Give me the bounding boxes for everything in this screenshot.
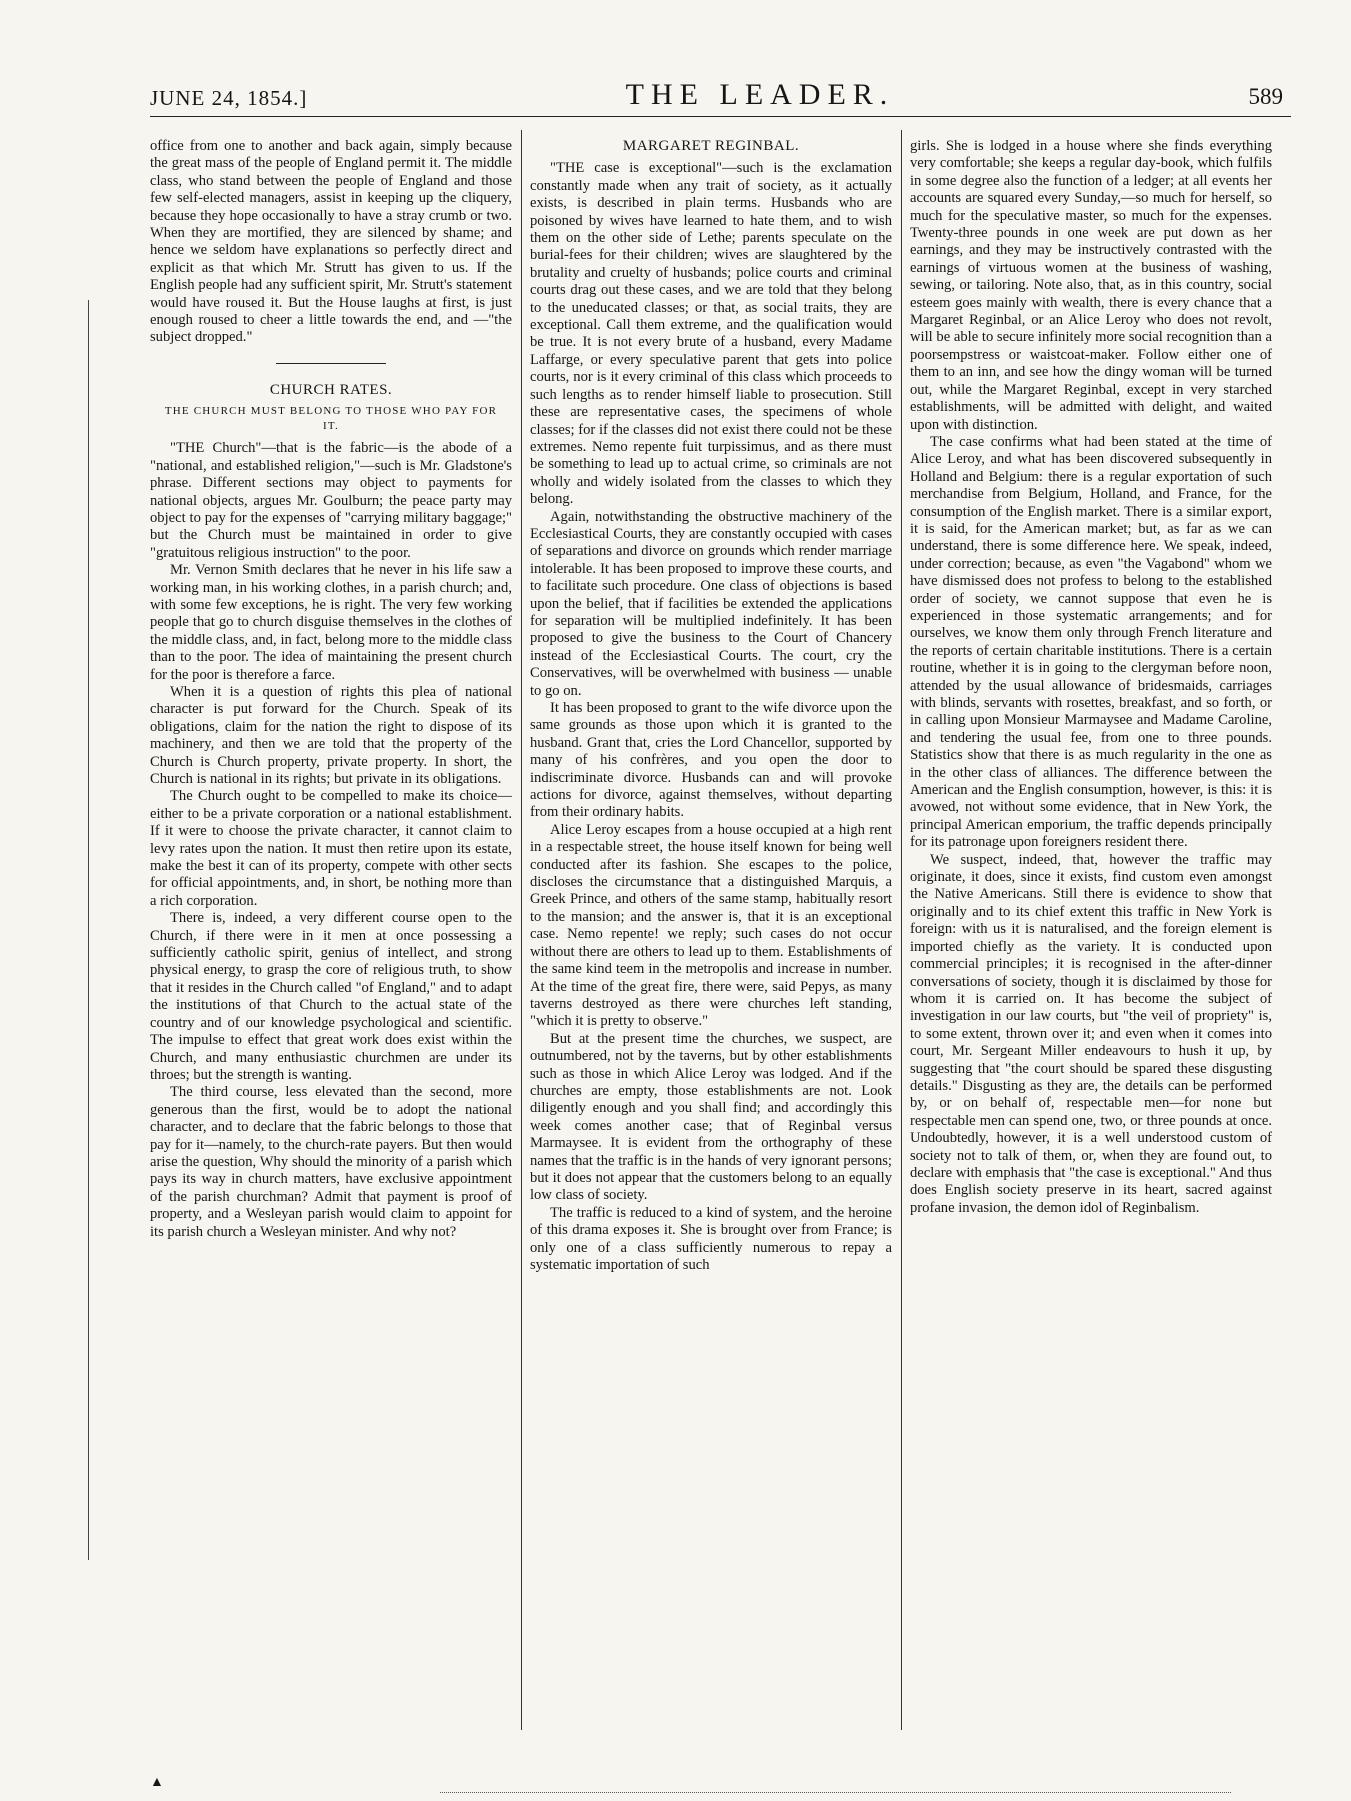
article-heading-church-rates: CHURCH RATES.	[269, 381, 393, 398]
newspaper-title: THE LEADER.	[625, 78, 895, 111]
column-rule	[521, 130, 522, 1730]
paragraph: We suspect, indeed, that, however the traffic may originate, it does, since it exists, find custom even amongst the Native Americans. Still there is evidence to show that originally and to its chief extent this traffic in New York is foreign: with us it is naturalised, and the foreign element is imported chiefly as the variety. It is conducted upon commercial principles; it is recognised in the after-dinner conversations of society, though it is disclaimed by those for whom it is carried on. It has become the subject of investigation in our law courts, but "the veil of propriety" is, to some extent, thrown over it; and even when it comes into court, Mr. Sergeant Miller endeavours to hush it up, by suggesting that "the court should be spared these disgusting details." Disgusting as they are, the details can be performed by, or on behalf of, respectable men—for none but respectable men can spend one, two, or three pounds at once. Undoubtedly, however, it is a well understood custom of society not to talk of them, or, when they are found out, to declare with emphasis that "the case is exceptional." And thus does English society preserve in its heart, sacred against profane invasion, the demon idol of Reginbalism.	[910, 851, 1272, 1216]
paragraph: Mr. Vernon Smith declares that he never in his life saw a working man, in his working clothes, in a parish church; and, with some few exceptions, he is right. The very few working people that go to church disguise themselves in the clothes of the middle class, and, in fact, belong more to the middle class than to the poor. The idea of maintaining the present church for the poor is therefore a farce.	[150, 562, 512, 683]
paragraph: The case confirms what had been stated at the time of Alice Leroy, and what has been discovered subsequently in Holland and Belgium: there is a regular exportation of such merchandise from Belgium, Holland, and France, for the consumption of the English market. There is a similar export, it is said, for the American market; but, as far as we can understand, there is some difference here. We speak, indeed, under correction; because, as even "the Vagabond" whom we have dismissed does not profess to belong to the established order of society, we cannot suppose that even he is experienced in those systematic arrangements; and for ourselves, we know them only through French literature and the reports of certain charitable institutions. There is a certain routine, whether it is in going to the clergyman before noon, attended by the usual allowance of bridesmaids, carriages with blinds, servants with rosettes, breakfast, and so forth, or in calling upon Monsieur Marmaysee and Madame Caroline, and tendering the usual fee, from one to three pounds. Statistics show that there is as much regularity in the one as in the other class of alliances. The difference between the American and the English consumption, however, is this: it is avowed, not without some evidence, that in New York, the principal American emporium, the traffic depends principally for its patronage upon foreigners resident there.	[910, 433, 1272, 851]
page-number: 589	[1248, 84, 1283, 109]
paragraph: When it is a question of rights this plea of national character is put forward for the Church. Speak of its obligations, claim for the nation the right to dispose of its machinery, and then we are told that the property of the Church is Church property, private property. In short, the Church is national in its rights; but private in its obligations.	[150, 683, 512, 787]
paragraph: "THE case is exceptional"—such is the exclamation constantly made when any trait of society, as it actually exists, is described in plain terms. Husbands who are poisoned by wives have learned to hate them, and to wish them on the other side of Lethe; parents speculate on the burial-fees for their children; wives are slaughtered by the brutality and cruelty of husbands; police courts and criminal courts drag out these cases, and we are told that they belong to the uneducated classes; or that, as social traits, they are exceptional. Call them extreme, and the qualification would be true. It is not every brute of a husband, every Madame Laffarge, or every speculative parent that gets into police courts, nor is it every criminal of this class which proceeds to such lengths as to render himself liable to prosecution. Still these are representative cases, the specimens of whole classes; for if the classes did not exist there could not be these extremes. Nemo repente fuit turpissimus, and as there must be something to lead up to actual crime, so criminals are not wholly and widely isolated from the classes to which they belong.	[530, 160, 892, 508]
issue-date: JUNE 24, 1854.]	[150, 86, 308, 110]
column-rule	[901, 130, 902, 1730]
paragraph: girls. She is lodged in a house where she finds everything very comfortable; she keeps a regular day-book, which fulfils in some degree also the function of a ledger; at all events her accounts are squared every Sunday,—so much for herself, so much for the speculative master, so much for the expenses. Twenty-three pounds in one week are put down as her earnings, and they may be instructively contrasted with the earnings of virtuous women at the business of washing, sewing, or tailoring. Note also, that, as in this country, social esteem goes mainly with wealth, there is every chance that a Margaret Reginbal, or an Alice Leroy who does not revolt, will be able to secure infinitely more social recognition than a poorsempstress or waistcoat-maker. Follow either one of them to an inn, and see how the dingy woman will be turned out, while the Margaret Reginbal, except in very starched establishments, will be admitted with delight, and waited upon with distinction.	[910, 138, 1272, 433]
paragraph: "THE Church"—that is the fabric—is the abode of a "national, and established religion,"—such is Mr. Gladstone's phrase. Different sections may object to payments for national objects, argues Mr. Goulburn; the peace party may object to pay for the expenses of "carrying military baggage;" but the Church must be maintained in order to give "gratuitous religious instruction" to the poor.	[150, 440, 512, 561]
column-2	[530, 138, 892, 1718]
column-3	[910, 138, 1272, 1718]
paragraph: There is, indeed, a very different course open to the Church, if there were in it men at once possessing a sufficiently catholic spirit, genius of intellect, and strong physical energy, to grasp the core of religious truth, to show that it resides in the Church called "of England," and to adapt the institutions of that Church to the actual state of the country and of our knowledge psychological and scientific. The impulse to effect that great work does exist within the Church, and many enthusiastic churchmen are under its throes; but the strength is wanting.	[150, 910, 512, 1083]
paragraph: It has been proposed to grant to the wife divorce upon the same grounds as those upon which it is granted to the husband. Grant that, cries the Lord Chancellor, supported by many of his confrères, and you open the door to indiscriminate divorce. Husbands can and will provoke actions for divorce, against themselves, without departing from their ordinary habits.	[530, 700, 892, 821]
paragraph: Again, notwithstanding the obstructive machinery of the Ecclesiastical Courts, they are constantly occupied with cases of separations and divorce on grounds which render marriage intolerable. It has been proposed to improve these courts, and to facilitate such procedure. One class of objections is based upon the belief, that if facilities be extended the applications for separation will be multiplied indefinitely. It has been proposed to give the business to the Court of Chancery instead of the Ecclesiastical Courts. The court, cry the Conservatives, will be overwhelmed with business — unable to go on.	[530, 508, 892, 699]
printer-mark-icon: ▲	[150, 1775, 164, 1790]
paragraph: The Church ought to be compelled to make its choice—either to be a private corporation or a national establishment. If it were to choose the private character, it cannot claim to levy rates upon the nation. It must then retire upon its estate, make the best it can of its property, compete with other sects for official appointments, and, in short, be nothing more than a rich corporation.	[150, 788, 512, 909]
footer-rule	[440, 1792, 1231, 1793]
binding-edge-line	[88, 300, 89, 1560]
paragraph: The traffic is reduced to a kind of system, and the heroine of this drama exposes it. She is brought over from France; is only one of a class sufficiently numerous to repay a systematic importation of such	[530, 1204, 892, 1273]
masthead	[150, 68, 1291, 117]
article-subheading: THE CHURCH MUST BELONG TO THOSE WHO PAY FOR IT.	[164, 405, 498, 433]
paragraph: The third course, less elevated than the second, more generous than the first, would be to adopt the national character, and to declare that the fabric belongs to those that pay for it—namely, to the church-rate payers. But then would arise the question, Why should the minority of a parish which pays its way in church matters, have exclusive appointment of the parish churchman? Admit that payment is proof of property, and a Wesleyan parish would claim to appoint for its parish church a Wesleyan minister. And why not?	[150, 1084, 512, 1240]
column-1	[150, 138, 512, 1718]
paragraph: office from one to another and back again, simply because the great mass of the people of England permit it. The middle class, who stand between the people of England and those few self-elected managers, assist in keeping up the cliquery, because they hope occasionally to have a stray crumb or two. When they are mortified, they are silenced by shame; and hence we seldom have explanations so perfectly direct and explicit as that which Mr. Strutt has given to us. If the English people had any sufficient spirit, Mr. Strutt's statement would have roused it. But the House laughs at first, is just enough roused to cheer a little towards the end, and —"the subject dropped."	[150, 138, 512, 346]
section-divider	[276, 363, 386, 364]
paragraph: Alice Leroy escapes from a house occupied at a high rent in a respectable street, the house itself known for being well conducted after its fashion. She escapes to the police, discloses the circumstance that a distinguished Marquis, a Greek Prince, and others of the same stamp, habitually resort to the mansion; and the answer is, that it is an exceptional case. Nemo repente! we reply; such cases do not occur without there are others to lead up to them. Establishments of the same kind teem in the metropolis and increase in number. At the time of the great fire, there were, said Pepys, as many taverns destroyed as there were churches left standing, "which it is pretty to observe."	[530, 821, 892, 1030]
paragraph: But at the present time the churches, we suspect, are outnumbered, not by the taverns, but by other establishments such as those in which Alice Leroy was lodged. And if the churches are empty, those establishments are not. Look diligently enough and you shall find; and accordingly this week comes another case; that of Reginbal versus Marmaysee. It is evident from the orthography of these names that the traffic is in the hands of very ignorant persons; but it does not appear that the customers belong to an equally low class of society.	[530, 1030, 892, 1204]
article-heading-margaret-reginbal: MARGARET REGINBAL.	[622, 138, 800, 154]
